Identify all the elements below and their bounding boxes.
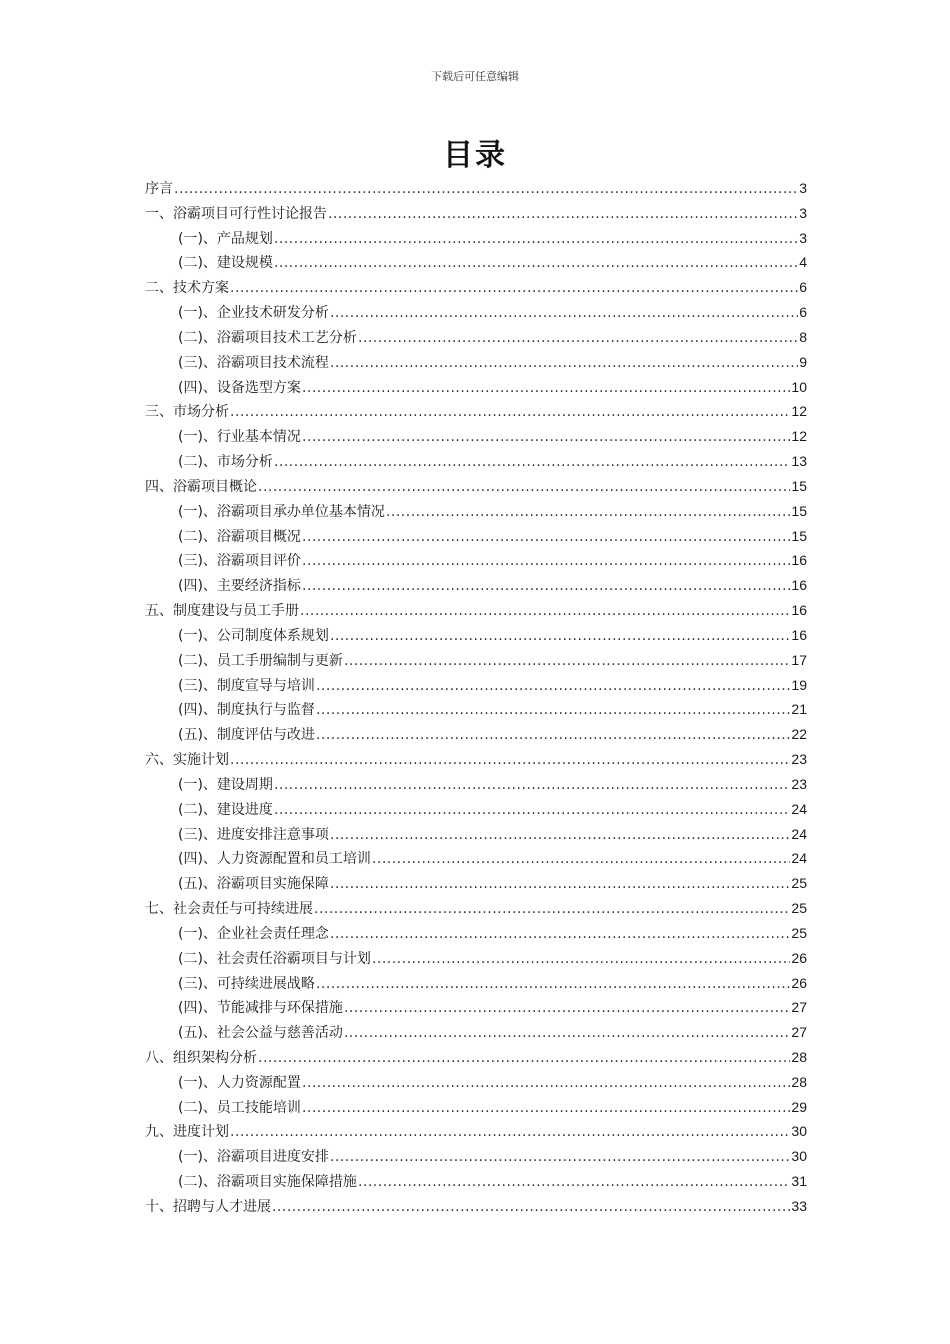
toc-entry[interactable] bbox=[145, 697, 807, 722]
toc-entry[interactable] bbox=[145, 350, 807, 375]
toc-entry-label: (一)、产品规划 bbox=[178, 230, 273, 247]
toc-entry[interactable] bbox=[145, 971, 807, 996]
toc-entry-label: (一)、浴霸项目承办单位基本情况 bbox=[178, 503, 385, 520]
toc-dot-leader bbox=[302, 549, 790, 573]
toc-entry[interactable] bbox=[145, 747, 807, 772]
toc-entry-label: (一)、企业社会责任理念 bbox=[178, 925, 329, 942]
toc-entry-label: (四)、人力资源配置和员工培训 bbox=[178, 851, 371, 868]
toc-entry[interactable] bbox=[145, 598, 807, 623]
toc-entry-page-number: 29 bbox=[791, 1098, 807, 1115]
toc-entry-label: (五)、制度评估与改进 bbox=[178, 727, 315, 744]
toc-entry-page-number: 9 bbox=[799, 353, 807, 370]
toc-entry[interactable] bbox=[145, 300, 807, 325]
toc-entry-page-number: 13 bbox=[791, 453, 807, 470]
toc-entry[interactable] bbox=[145, 325, 807, 350]
toc-entry-label: (三)、进度安排注意事项 bbox=[178, 826, 329, 843]
toc-entry-page-number: 15 bbox=[791, 527, 807, 544]
toc-dot-leader bbox=[372, 847, 790, 871]
toc-entry[interactable] bbox=[145, 1119, 807, 1144]
toc-entry-label: (三)、浴霸项目评价 bbox=[178, 553, 301, 570]
toc-entry-label: 四、浴霸项目概论 bbox=[145, 478, 257, 495]
toc-entry-page-number: 22 bbox=[791, 726, 807, 743]
toc-entry[interactable] bbox=[145, 623, 807, 648]
toc-entry-label: (四)、设备选型方案 bbox=[178, 379, 301, 396]
toc-entry-page-number: 6 bbox=[799, 304, 807, 321]
toc-dot-leader bbox=[358, 326, 798, 350]
toc-dot-leader bbox=[274, 251, 798, 275]
toc-entry[interactable] bbox=[145, 1070, 807, 1095]
toc-entry[interactable] bbox=[145, 474, 807, 499]
toc-entry-page-number: 31 bbox=[791, 1173, 807, 1190]
toc-entry-label: (二)、建设进度 bbox=[178, 801, 273, 818]
toc-dot-leader bbox=[302, 574, 790, 598]
toc-entry-label: (三)、可持续进展战略 bbox=[178, 975, 315, 992]
toc-entry-label: (一)、建设周期 bbox=[178, 776, 273, 793]
toc-entry-label: (二)、市场分析 bbox=[178, 454, 273, 471]
toc-entry[interactable] bbox=[145, 896, 807, 921]
toc-entry-label: (四)、主要经济指标 bbox=[178, 578, 301, 595]
toc-entry-page-number: 4 bbox=[799, 254, 807, 271]
toc-dot-leader bbox=[300, 599, 790, 623]
toc-entry-page-number: 12 bbox=[791, 428, 807, 445]
toc-entry-page-number: 3 bbox=[799, 180, 807, 196]
toc-entry-page-number: 3 bbox=[799, 204, 807, 221]
toc-entry[interactable] bbox=[145, 250, 807, 275]
toc-dot-leader bbox=[302, 376, 790, 400]
toc-dot-leader bbox=[258, 1046, 790, 1070]
toc-entry[interactable] bbox=[145, 673, 807, 698]
toc-entry-label: (三)、制度宣导与培训 bbox=[178, 677, 315, 694]
toc-dot-leader bbox=[330, 922, 790, 946]
toc-dot-leader bbox=[328, 202, 798, 226]
toc-entry[interactable] bbox=[145, 424, 807, 449]
toc-dot-leader bbox=[330, 823, 790, 847]
toc-dot-leader bbox=[344, 996, 790, 1020]
toc-entry[interactable] bbox=[145, 846, 807, 871]
toc-entry-page-number: 17 bbox=[791, 651, 807, 668]
toc-dot-leader bbox=[330, 624, 790, 648]
toc-entry-page-number: 33 bbox=[791, 1197, 807, 1214]
toc-entry[interactable] bbox=[145, 499, 807, 524]
toc-entry[interactable] bbox=[145, 226, 807, 251]
toc-entry-label: 七、社会责任与可持续进展 bbox=[145, 901, 313, 918]
toc-dot-leader bbox=[330, 301, 798, 325]
toc-dot-leader bbox=[330, 872, 790, 896]
toc-entry-label: (二)、浴霸项目技术工艺分析 bbox=[178, 329, 357, 346]
toc-entry-page-number: 23 bbox=[791, 751, 807, 768]
toc-entry-page-number: 27 bbox=[791, 999, 807, 1016]
toc-entry-page-number: 12 bbox=[791, 403, 807, 420]
toc-dot-leader bbox=[174, 177, 798, 201]
toc-dot-leader bbox=[314, 897, 790, 921]
toc-entry-label: 二、技术方案 bbox=[145, 280, 229, 297]
toc-entry-label: (一)、行业基本情况 bbox=[178, 429, 301, 446]
toc-entry[interactable] bbox=[145, 648, 807, 673]
toc-dot-leader bbox=[302, 1096, 790, 1120]
toc-entry[interactable] bbox=[145, 921, 807, 946]
toc-entry[interactable] bbox=[145, 1169, 807, 1194]
toc-entry-page-number: 15 bbox=[791, 477, 807, 494]
toc-dot-leader bbox=[302, 525, 790, 549]
toc-entry-page-number: 24 bbox=[791, 825, 807, 842]
toc-entry-page-number: 15 bbox=[791, 502, 807, 519]
toc-entry-label: (一)、公司制度体系规划 bbox=[178, 627, 329, 644]
toc-entry-page-number: 23 bbox=[791, 775, 807, 792]
toc-dot-leader bbox=[274, 227, 798, 251]
toc-dot-leader bbox=[316, 972, 790, 996]
toc-dot-leader bbox=[316, 698, 790, 722]
toc-dot-leader bbox=[274, 450, 790, 474]
toc-dot-leader bbox=[330, 351, 798, 375]
toc-dot-leader bbox=[302, 1071, 790, 1095]
toc-entry[interactable] bbox=[145, 573, 807, 598]
toc-entry-label: (五)、社会公益与慈善活动 bbox=[178, 1025, 343, 1042]
toc-dot-leader bbox=[358, 1170, 790, 1194]
toc-title: 目录 bbox=[443, 138, 507, 173]
toc-entry[interactable] bbox=[145, 1045, 807, 1070]
toc-entry[interactable] bbox=[145, 375, 807, 400]
toc-entry-label: (四)、节能减排与环保措施 bbox=[178, 1000, 343, 1017]
toc-entry-label: (二)、员工技能培训 bbox=[178, 1099, 301, 1116]
toc-entry-label: 八、组织架构分析 bbox=[145, 1049, 257, 1066]
toc-entry-page-number: 16 bbox=[791, 577, 807, 594]
toc-entry[interactable] bbox=[145, 995, 807, 1020]
toc-entry-page-number: 8 bbox=[799, 328, 807, 345]
toc-entry[interactable] bbox=[145, 871, 807, 896]
toc-entry-label: (一)、浴霸项目进度安排 bbox=[178, 1149, 329, 1166]
toc-entry-page-number: 16 bbox=[791, 602, 807, 619]
toc-entry-page-number: 26 bbox=[791, 974, 807, 991]
toc-dot-leader bbox=[344, 1021, 790, 1045]
toc-entry-label: 六、实施计划 bbox=[145, 752, 229, 769]
toc-entry-label: (五)、浴霸项目实施保障 bbox=[178, 876, 329, 893]
toc-entry[interactable] bbox=[145, 449, 807, 474]
toc-entry[interactable] bbox=[145, 548, 807, 573]
toc-entry-page-number: 3 bbox=[799, 229, 807, 246]
toc-entry-page-number: 10 bbox=[791, 378, 807, 395]
toc-dot-leader bbox=[230, 748, 790, 772]
toc-entry[interactable] bbox=[145, 946, 807, 971]
toc-entry[interactable] bbox=[145, 722, 807, 747]
toc-entry-page-number: 16 bbox=[791, 552, 807, 569]
toc-entry-page-number: 27 bbox=[791, 1024, 807, 1041]
toc-dot-leader bbox=[330, 1145, 790, 1169]
toc-entry-page-number: 19 bbox=[791, 676, 807, 693]
toc-entry[interactable] bbox=[145, 1020, 807, 1045]
toc-entry-page-number: 28 bbox=[791, 1073, 807, 1090]
toc-entry-page-number: 25 bbox=[791, 924, 807, 941]
toc-entry-label: 十、招聘与人才进展 bbox=[145, 1198, 271, 1215]
toc-entry[interactable] bbox=[145, 1144, 807, 1169]
toc-entry-label: (二)、浴霸项目实施保障措施 bbox=[178, 1174, 357, 1191]
toc-dot-leader bbox=[258, 475, 790, 499]
toc-dot-leader bbox=[230, 1120, 790, 1144]
toc-entry-label: 序言 bbox=[145, 181, 173, 197]
header-note: 下载后可任意编辑 bbox=[431, 70, 519, 83]
toc-entry-label: 一、浴霸项目可行性讨论报告 bbox=[145, 205, 327, 222]
table-of-contents bbox=[145, 176, 807, 1219]
toc-entry-label: (二)、浴霸项目概况 bbox=[178, 528, 301, 545]
toc-entry-label: (二)、员工手册编制与更新 bbox=[178, 652, 343, 669]
toc-entry-page-number: 30 bbox=[791, 1123, 807, 1140]
toc-entry-label: 三、市场分析 bbox=[145, 404, 229, 421]
toc-entry-label: (四)、制度执行与监督 bbox=[178, 702, 315, 719]
toc-dot-leader bbox=[230, 276, 798, 300]
toc-entry[interactable] bbox=[145, 797, 807, 822]
toc-entry[interactable] bbox=[145, 1095, 807, 1120]
toc-dot-leader bbox=[386, 500, 790, 524]
toc-entry-page-number: 21 bbox=[791, 701, 807, 718]
toc-entry-page-number: 24 bbox=[791, 800, 807, 817]
toc-entry-page-number: 6 bbox=[799, 279, 807, 296]
toc-dot-leader bbox=[316, 723, 790, 747]
toc-entry[interactable] bbox=[145, 201, 807, 226]
toc-entry-page-number: 30 bbox=[791, 1148, 807, 1165]
toc-entry-label: (一)、企业技术研发分析 bbox=[178, 305, 329, 322]
toc-entry[interactable] bbox=[145, 1194, 807, 1219]
toc-entry-label: (三)、浴霸项目技术流程 bbox=[178, 354, 329, 371]
toc-entry-page-number: 26 bbox=[791, 949, 807, 966]
toc-entry-page-number: 25 bbox=[791, 900, 807, 917]
toc-entry[interactable] bbox=[145, 524, 807, 549]
toc-entry[interactable] bbox=[145, 822, 807, 847]
toc-entry-label: (二)、建设规模 bbox=[178, 255, 273, 272]
toc-entry-page-number: 28 bbox=[791, 1048, 807, 1065]
toc-dot-leader bbox=[302, 425, 790, 449]
toc-dot-leader bbox=[230, 400, 790, 424]
toc-dot-leader bbox=[344, 649, 790, 673]
toc-entry[interactable] bbox=[145, 176, 807, 201]
toc-entry[interactable] bbox=[145, 275, 807, 300]
toc-entry-page-number: 24 bbox=[791, 850, 807, 867]
toc-dot-leader bbox=[274, 773, 790, 797]
toc-entry-label: 九、进度计划 bbox=[145, 1124, 229, 1141]
toc-dot-leader bbox=[274, 798, 790, 822]
toc-dot-leader bbox=[272, 1195, 790, 1219]
toc-entry[interactable] bbox=[145, 399, 807, 424]
toc-entry-label: (二)、社会责任浴霸项目与计划 bbox=[178, 950, 371, 967]
toc-entry-page-number: 16 bbox=[791, 626, 807, 643]
toc-entry[interactable] bbox=[145, 772, 807, 797]
toc-dot-leader bbox=[372, 947, 790, 971]
toc-dot-leader bbox=[316, 674, 790, 698]
toc-entry-label: 五、制度建设与员工手册 bbox=[145, 603, 299, 620]
toc-entry-label: (一)、人力资源配置 bbox=[178, 1074, 301, 1091]
toc-entry-page-number: 25 bbox=[791, 875, 807, 892]
